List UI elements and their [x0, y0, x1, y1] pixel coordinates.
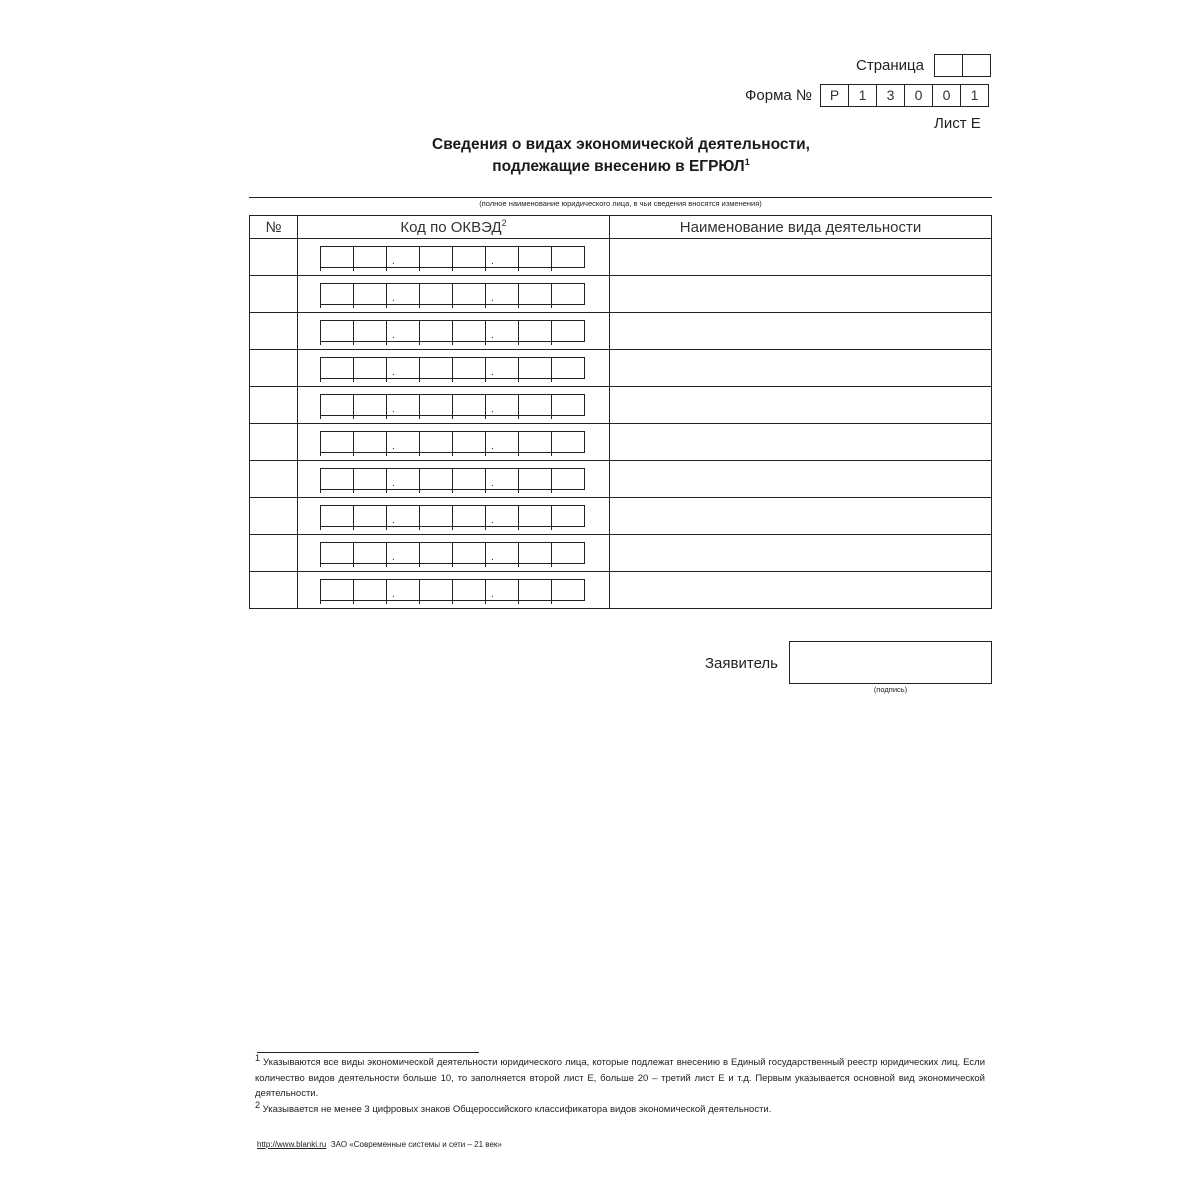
- okved-digit-box[interactable]: [353, 357, 387, 379]
- okved-digit-box[interactable]: [320, 505, 354, 527]
- okved-digit-box[interactable]: [518, 394, 552, 416]
- okved-digit-box[interactable]: [353, 468, 387, 490]
- okved-code-boxes: [320, 579, 609, 601]
- activity-name-cell[interactable]: [610, 387, 992, 424]
- okved-digit-box[interactable]: [386, 431, 420, 453]
- activity-name-cell[interactable]: [610, 461, 992, 498]
- footnote-ref-1: 1: [744, 156, 750, 167]
- title-line-1: Сведения о видах экономической деятельности,: [432, 136, 810, 153]
- table-row: [250, 535, 992, 572]
- signature-box[interactable]: [789, 641, 992, 684]
- form-cell: Р: [820, 84, 849, 107]
- okved-digit-box[interactable]: [551, 579, 585, 601]
- okved-digit-box[interactable]: [386, 394, 420, 416]
- table-row: [250, 461, 992, 498]
- form-label: Форма №: [745, 87, 813, 104]
- footnote-2-text: Указывается не менее 3 цифровых знаков Общероссийского классификатора видов экономической деятельности.: [262, 1103, 772, 1115]
- header-number: №: [250, 216, 298, 239]
- okved-digit-box[interactable]: [551, 468, 585, 490]
- okved-digit-box[interactable]: [419, 394, 453, 416]
- applicant-label: Заявитель: [705, 655, 778, 672]
- okved-digit-box[interactable]: [419, 505, 453, 527]
- okved-digit-box[interactable]: [452, 579, 486, 601]
- okved-digit-box[interactable]: [551, 431, 585, 453]
- footer-link[interactable]: http://www.blanki.ru: [257, 1140, 327, 1149]
- okved-digit-box[interactable]: [452, 357, 486, 379]
- okved-code-cell: [298, 276, 610, 313]
- table-header-row: [250, 216, 992, 239]
- okved-code-boxes: [320, 468, 609, 490]
- okved-digit-box[interactable]: [320, 283, 354, 305]
- okved-digit-box[interactable]: [551, 283, 585, 305]
- row-number-cell[interactable]: [250, 276, 298, 313]
- okved-code-cell: [298, 424, 610, 461]
- okved-digit-box[interactable]: [353, 431, 387, 453]
- okved-digit-box[interactable]: [353, 505, 387, 527]
- title-line-2-text: подлежащие внесению в ЕГРЮЛ: [492, 158, 745, 175]
- okved-digit-box[interactable]: [518, 505, 552, 527]
- okved-digit-box[interactable]: [518, 283, 552, 305]
- row-number-cell[interactable]: [250, 313, 298, 350]
- okved-digit-box[interactable]: [419, 542, 453, 564]
- title-line-2: [250, 156, 992, 178]
- form-cell: 1: [960, 84, 989, 107]
- activity-name-cell[interactable]: [610, 498, 992, 535]
- okved-digit-box[interactable]: [353, 394, 387, 416]
- form-number-cells: [820, 84, 989, 107]
- footnote-2: [255, 1099, 985, 1118]
- row-number-cell[interactable]: [250, 461, 298, 498]
- form-cell: 3: [876, 84, 905, 107]
- okved-digit-box[interactable]: [485, 468, 519, 490]
- activity-name-cell[interactable]: [610, 424, 992, 461]
- okved-digit-box[interactable]: [419, 246, 453, 268]
- form-cell: 0: [932, 84, 961, 107]
- okved-digit-box[interactable]: [320, 579, 354, 601]
- okved-digit-box[interactable]: [419, 431, 453, 453]
- footnote-ref-2: 2: [501, 217, 507, 228]
- okved-digit-box[interactable]: [353, 320, 387, 342]
- row-number-cell[interactable]: [250, 572, 298, 609]
- okved-code-boxes: [320, 394, 609, 416]
- table-row: [250, 313, 992, 350]
- company-name-line[interactable]: [249, 197, 992, 198]
- okved-code-cell: [298, 387, 610, 424]
- page-cell[interactable]: [962, 54, 991, 77]
- okved-digit-box[interactable]: [452, 320, 486, 342]
- footnote-1-mark: 1: [255, 1052, 261, 1063]
- table-row: [250, 239, 992, 276]
- table-row: [250, 387, 992, 424]
- okved-digit-box[interactable]: [452, 468, 486, 490]
- okved-code-cell: [298, 239, 610, 276]
- table-row: [250, 276, 992, 313]
- okved-digit-box[interactable]: [518, 579, 552, 601]
- okved-code-boxes: [320, 431, 609, 453]
- okved-digit-box[interactable]: [419, 579, 453, 601]
- footnote-separator: [257, 1052, 479, 1053]
- okved-digit-box[interactable]: [551, 357, 585, 379]
- okved-code-cell: [298, 535, 610, 572]
- company-name-caption: (полное наименование юридического лица, в чьи сведения вносятся изменения): [479, 199, 762, 208]
- okved-digit-box[interactable]: [419, 320, 453, 342]
- okved-code-cell: [298, 350, 610, 387]
- okved-digit-box[interactable]: [485, 357, 519, 379]
- okved-digit-box[interactable]: [386, 246, 420, 268]
- okved-digit-box[interactable]: [419, 283, 453, 305]
- okved-digit-box[interactable]: [386, 468, 420, 490]
- okved-digit-box[interactable]: [386, 320, 420, 342]
- signature-caption: (подпись): [873, 685, 908, 694]
- okved-code-boxes: [320, 283, 609, 305]
- form-cell: 1: [848, 84, 877, 107]
- okved-digit-box[interactable]: [485, 320, 519, 342]
- header-activity-name: Наименование вида деятельности: [610, 216, 992, 239]
- okved-code-boxes: [320, 246, 609, 268]
- row-number-cell[interactable]: [250, 535, 298, 572]
- okved-digit-box[interactable]: [320, 394, 354, 416]
- header-okved-code: [298, 216, 610, 239]
- activities-table: [249, 215, 992, 609]
- sheet-label: Лист Е: [934, 115, 981, 132]
- document-title: [250, 134, 992, 178]
- row-number-cell[interactable]: [250, 239, 298, 276]
- okved-digit-box[interactable]: [452, 246, 486, 268]
- row-number-cell[interactable]: [250, 498, 298, 535]
- okved-digit-box[interactable]: [320, 320, 354, 342]
- footer-company: ЗАО «Современные системы и сети – 21 век»: [330, 1140, 502, 1149]
- okved-digit-box[interactable]: [353, 542, 387, 564]
- okved-digit-box[interactable]: [485, 431, 519, 453]
- table-row: [250, 498, 992, 535]
- okved-digit-box[interactable]: [452, 542, 486, 564]
- page-cell[interactable]: [934, 54, 963, 77]
- okved-digit-box[interactable]: [320, 246, 354, 268]
- okved-digit-box[interactable]: [485, 283, 519, 305]
- okved-code-boxes: [320, 357, 609, 379]
- activity-name-cell[interactable]: [610, 239, 992, 276]
- okved-digit-box[interactable]: [320, 542, 354, 564]
- okved-digit-box[interactable]: [320, 357, 354, 379]
- okved-digit-box[interactable]: [518, 431, 552, 453]
- footnotes: [255, 1052, 985, 1117]
- okved-digit-box[interactable]: [518, 246, 552, 268]
- okved-digit-box[interactable]: [386, 283, 420, 305]
- okved-digit-box[interactable]: [353, 283, 387, 305]
- okved-digit-box[interactable]: [485, 542, 519, 564]
- table-row: [250, 424, 992, 461]
- footnote-2-mark: 2: [255, 1099, 261, 1110]
- okved-digit-box[interactable]: [419, 357, 453, 379]
- okved-digit-box[interactable]: [485, 579, 519, 601]
- okved-code-cell: [298, 461, 610, 498]
- okved-digit-box[interactable]: [320, 468, 354, 490]
- table-row: [250, 572, 992, 609]
- okved-digit-box[interactable]: [386, 357, 420, 379]
- okved-digit-box[interactable]: [452, 283, 486, 305]
- activity-name-cell[interactable]: [610, 350, 992, 387]
- row-number-cell[interactable]: [250, 387, 298, 424]
- footnote-1-text: Указываются все виды экономической деятельности юридического лица, которые подлежат внесению в Единый государственный реестр юридических лиц. Если количество видов деятельности больше 10, то заполняется второй лист Е, больше 20 – третий лист Е и т.д. Первым указывается основной вид экономической деятельности.: [255, 1057, 985, 1099]
- row-number-cell[interactable]: [250, 424, 298, 461]
- activity-name-cell[interactable]: [610, 572, 992, 609]
- okved-digit-box[interactable]: [551, 320, 585, 342]
- okved-code-boxes: [320, 505, 609, 527]
- okved-digit-box[interactable]: [551, 505, 585, 527]
- okved-digit-box[interactable]: [353, 579, 387, 601]
- page-label: Страница: [856, 57, 924, 74]
- activity-name-cell[interactable]: [610, 535, 992, 572]
- okved-digit-box[interactable]: [518, 320, 552, 342]
- okved-code-cell: [298, 572, 610, 609]
- okved-digit-box[interactable]: [551, 246, 585, 268]
- footnote-1: [255, 1052, 985, 1102]
- okved-digit-box[interactable]: [551, 394, 585, 416]
- page-footer: [257, 1140, 502, 1149]
- okved-digit-box[interactable]: [353, 246, 387, 268]
- activity-name-cell[interactable]: [610, 313, 992, 350]
- okved-digit-box[interactable]: [452, 394, 486, 416]
- okved-digit-box[interactable]: [518, 468, 552, 490]
- okved-digit-box[interactable]: [485, 246, 519, 268]
- okved-digit-box[interactable]: [386, 579, 420, 601]
- header-okved-code-text: Код по ОКВЭД: [400, 218, 502, 236]
- okved-code-boxes: [320, 542, 609, 564]
- okved-digit-box[interactable]: [452, 505, 486, 527]
- okved-digit-box[interactable]: [320, 431, 354, 453]
- okved-digit-box[interactable]: [386, 542, 420, 564]
- okved-digit-box[interactable]: [485, 505, 519, 527]
- table-row: [250, 350, 992, 387]
- activity-name-cell[interactable]: [610, 276, 992, 313]
- page-number-cells[interactable]: [934, 54, 991, 77]
- okved-code-cell: [298, 313, 610, 350]
- okved-digit-box[interactable]: [518, 357, 552, 379]
- okved-digit-box[interactable]: [386, 505, 420, 527]
- form-cell: 0: [904, 84, 933, 107]
- okved-digit-box[interactable]: [419, 468, 453, 490]
- okved-digit-box[interactable]: [485, 394, 519, 416]
- okved-digit-box[interactable]: [551, 542, 585, 564]
- okved-code-boxes: [320, 320, 609, 342]
- okved-code-cell: [298, 498, 610, 535]
- okved-digit-box[interactable]: [452, 431, 486, 453]
- okved-digit-box[interactable]: [518, 542, 552, 564]
- row-number-cell[interactable]: [250, 350, 298, 387]
